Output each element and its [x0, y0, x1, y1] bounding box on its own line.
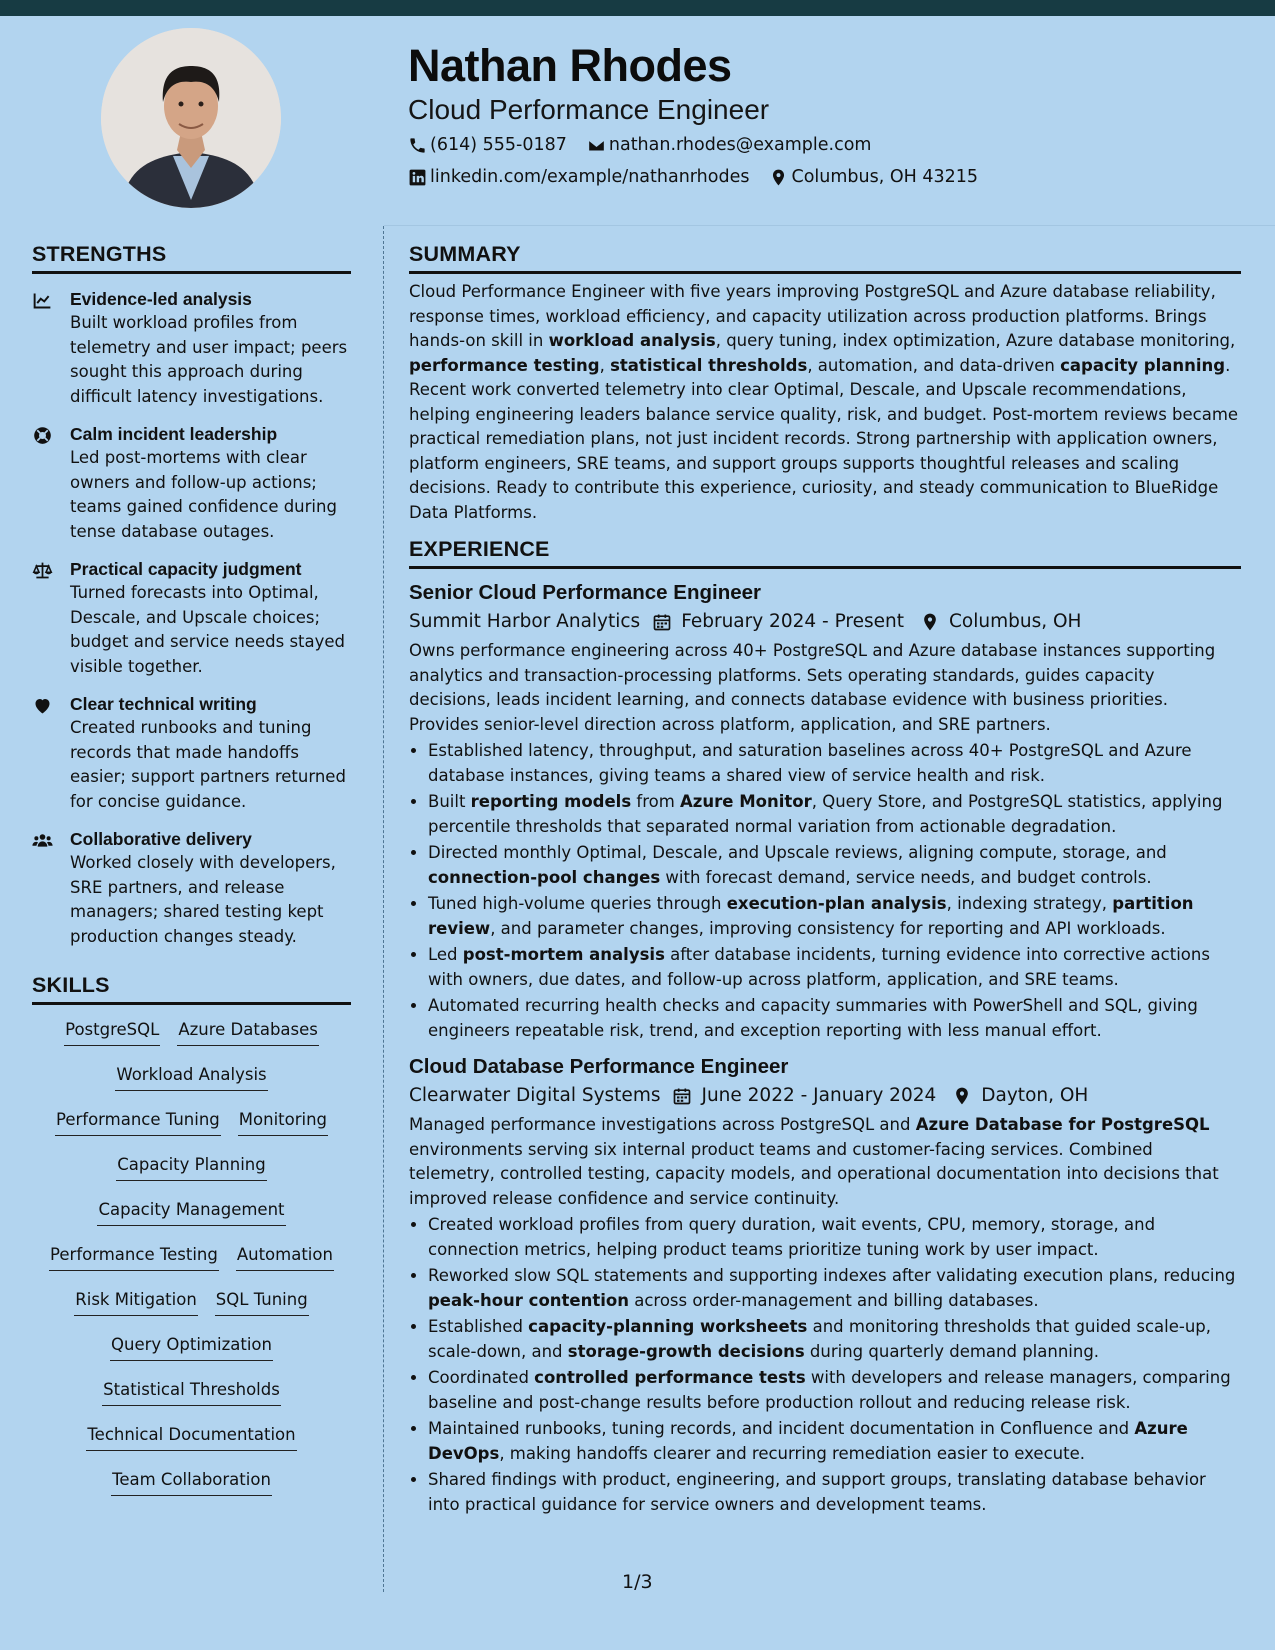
job-bullet: • Reworked slow SQL statements and supporting indexes after validating execution plans, reducing peak-hour contention across order-management and billing databases.	[428, 1264, 1241, 1313]
skill-tag: PostgreSQL	[64, 1019, 160, 1046]
strength-title: Clear technical writing	[70, 694, 257, 714]
linkedin-icon	[408, 168, 427, 187]
location-text: Columbus, OH 43215	[791, 167, 979, 187]
contact-linkedin[interactable]	[408, 167, 749, 187]
candidate-title: Cloud Performance Engineer	[408, 94, 770, 125]
skill-row	[32, 1109, 351, 1154]
strength-title: Practical capacity judgment	[70, 559, 302, 579]
strength-title: Evidence-led analysis	[70, 289, 252, 309]
map-pin-icon	[769, 168, 788, 187]
job-bullets	[409, 739, 1241, 1043]
strength-item	[32, 288, 351, 409]
job-description: Owns performance engineering across 40+ PostgreSQL and Azure database instances supporting analytics and transaction-processing platforms. Sets operating standards, guides capacity decisions, leads incident learning, and connects database evidence with business priorities. Provides senior-level direction across platform, application, and SRE partners.	[409, 641, 1216, 734]
strength-desc: Created runbooks and tuning records that made handoffs easier; support partners returned for concise guidance.	[70, 718, 346, 811]
strength-item	[32, 828, 351, 949]
right-column	[409, 242, 1241, 1519]
summary-text: Cloud Performance Engineer with five years improving PostgreSQL and Azure database reliability, response times, workload efficiency, and capacity utilization across production platforms. Brings hands-on skill in workload analysis, query tuning, index optimization, Azure database monitoring, performance testing, statistical thresholds, automation, and data-driven capacity planning. Recent work converted telemetry into clear Optimal, Descale, and Upscale recommendations, helping engineering leaders balance service quality, risk, and budget. Post-mortem reviews became practical remediation plans, not just incident records. Strong partnership with application owners, platform engineers, SRE teams, and support groups supports thoughtful releases and scaling decisions. Ready to contribute this experience, curiosity, and steady communication to BlueRidge Data Platforms.	[409, 282, 1239, 522]
strength-desc: Built workload profiles from telemetry and user impact; peers sought this approach during difficult latency investigations.	[70, 313, 348, 406]
email-text: nathan.rhodes@example.com	[608, 135, 872, 155]
experience-list	[409, 580, 1241, 1517]
scale-icon	[32, 560, 53, 581]
job-description: Managed performance investigations across PostgreSQL and Azure Database for PostgreSQL environments serving six internal product teams and customer-facing services. Combined telemetry, controlled testing, capacity models, and operational documentation into decisions that improved release confidence and service continuity.	[409, 1115, 1219, 1208]
linkedin-text: linkedin.com/example/nathanrhodes	[430, 167, 750, 187]
column-divider	[383, 226, 384, 1592]
skill-tag: Performance Tuning	[55, 1109, 221, 1136]
profile-photo	[101, 28, 281, 208]
strength-item	[32, 558, 351, 679]
strengths-heading: STRENGTHS	[32, 242, 351, 274]
job-company: Summit Harbor Analytics	[409, 611, 641, 632]
job-location: Columbus, OH	[949, 611, 1082, 632]
job-bullet: • Shared findings with product, engineering, and support groups, translating database behavior into practical guidance for service owners and development teams.	[428, 1468, 1241, 1517]
skill-tag: Performance Testing	[49, 1244, 219, 1271]
job-bullet: • Created workload profiles from query duration, wait events, CPU, memory, storage, and connection metrics, helping product teams prioritize tuning work by user impact.	[428, 1213, 1241, 1262]
job-bullet: • Established capacity-planning worksheets and monitoring thresholds that guided scale-up, scale-down, and storage-growth decisions during quarterly demand planning.	[428, 1315, 1241, 1364]
skill-tag: Statistical Thresholds	[102, 1379, 281, 1406]
job-title: Senior Cloud Performance Engineer	[409, 581, 761, 604]
strength-desc: Worked closely with developers, SRE partners, and release managers; shared testing kept production changes steady.	[70, 853, 336, 946]
left-column	[32, 242, 351, 1514]
job-bullet: • Directed monthly Optimal, Descale, and Upscale reviews, aligning compute, storage, and connection-pool changes with forecast demand, service needs, and budget controls.	[428, 841, 1241, 890]
strength-title: Collaborative delivery	[70, 829, 252, 849]
skill-row	[32, 1289, 351, 1334]
experience-heading: EXPERIENCE	[409, 537, 1241, 569]
strength-item	[32, 423, 351, 544]
job-bullet: • Tuned high-volume queries through execution-plan analysis, indexing strategy, partition review, and parameter changes, improving consistency for reporting and API workloads.	[428, 892, 1241, 941]
job-entry	[409, 1054, 1241, 1517]
skill-row	[32, 1424, 351, 1469]
skill-tag: Risk Mitigation	[74, 1289, 198, 1316]
skills-list	[32, 1019, 351, 1514]
skill-row	[32, 1244, 351, 1289]
skills-heading: SKILLS	[32, 973, 351, 1005]
contact-row-1	[408, 135, 891, 155]
page-number: 1/3	[622, 1571, 653, 1593]
phone-text: (614) 555-0187	[430, 135, 567, 155]
top-accent-bar	[0, 0, 1275, 16]
skill-row	[32, 1019, 351, 1064]
job-company: Clearwater Digital Systems	[409, 1085, 661, 1106]
contact-row-2	[408, 167, 998, 187]
job-location: Dayton, OH	[981, 1085, 1089, 1106]
job-bullet: • Established latency, throughput, and saturation baselines across 40+ PostgreSQL and Azure database instances, giving teams a shared view of service health and risk.	[428, 739, 1241, 788]
skill-tag: Capacity Management	[97, 1199, 285, 1226]
strength-item	[32, 693, 351, 814]
job-dates: June 2022 - January 2024	[701, 1085, 937, 1106]
skill-row	[32, 1154, 351, 1199]
job-title: Cloud Database Performance Engineer	[409, 1055, 789, 1078]
job-bullet: • Built reporting models from Azure Monitor, Query Store, and PostgreSQL statistics, applying percentile thresholds that separated normal variation from actionable degradation.	[428, 790, 1241, 839]
skill-row	[32, 1064, 351, 1109]
skill-tag: Team Collaboration	[111, 1469, 272, 1496]
strength-title: Calm incident leadership	[70, 424, 278, 444]
summary-heading: SUMMARY	[409, 242, 1241, 274]
calendar-icon	[652, 612, 672, 632]
job-entry	[409, 580, 1241, 1043]
job-bullets	[409, 1213, 1241, 1517]
candidate-name: Nathan Rhodes	[408, 40, 732, 91]
contact-email[interactable]	[587, 135, 872, 155]
skill-row	[32, 1199, 351, 1244]
skill-tag: Monitoring	[238, 1109, 328, 1136]
skill-tag: Technical Documentation	[86, 1424, 296, 1451]
chart-line-icon	[32, 290, 53, 311]
map-pin-icon	[952, 1086, 972, 1106]
contact-phone[interactable]	[408, 135, 567, 155]
heart-icon	[32, 695, 53, 716]
life-ring-icon	[32, 425, 53, 446]
job-bullet: • Maintained runbooks, tuning records, and incident documentation in Confluence and Azure DevOps, making handoffs clearer and recurring remediation easier to execute.	[428, 1417, 1241, 1466]
job-meta	[409, 1085, 1241, 1106]
skill-tag: SQL Tuning	[215, 1289, 309, 1316]
job-bullet: • Automated recurring health checks and capacity summaries with PowerShell and SQL, giving engineers repeatable risk, trend, and exception reporting with less manual effort.	[428, 994, 1241, 1043]
job-meta	[409, 611, 1241, 632]
phone-icon	[408, 136, 427, 155]
envelope-icon	[587, 136, 606, 155]
strength-desc: Led post-mortems with clear owners and follow-up actions; teams gained confidence during tense database outages.	[70, 448, 337, 541]
skill-tag: Capacity Planning	[116, 1154, 266, 1181]
job-dates: February 2024 - Present	[681, 611, 904, 632]
skill-tag: Azure Databases	[177, 1019, 319, 1046]
job-bullet: • Led post-mortem analysis after database incidents, turning evidence into corrective actions with owners, due dates, and follow-up across platform, application, and SRE teams.	[428, 943, 1241, 992]
skill-tag: Workload Analysis	[115, 1064, 267, 1091]
strengths-list	[32, 288, 351, 949]
calendar-icon	[672, 1086, 692, 1106]
skill-row	[32, 1379, 351, 1424]
skill-tag: Query Optimization	[110, 1334, 273, 1361]
header-divider	[384, 225, 1275, 226]
strength-desc: Turned forecasts into Optimal, Descale, and Upscale choices; budget and service needs stayed visible together.	[70, 583, 346, 676]
users-icon	[32, 830, 53, 851]
skill-row	[32, 1469, 351, 1514]
job-bullet: • Coordinated controlled performance tests with developers and release managers, comparing baseline and post-change results before production rollout and reducing release risk.	[428, 1366, 1241, 1415]
contact-location	[769, 167, 978, 187]
skill-row	[32, 1334, 351, 1379]
skill-tag: Automation	[236, 1244, 334, 1271]
map-pin-icon	[920, 612, 940, 632]
